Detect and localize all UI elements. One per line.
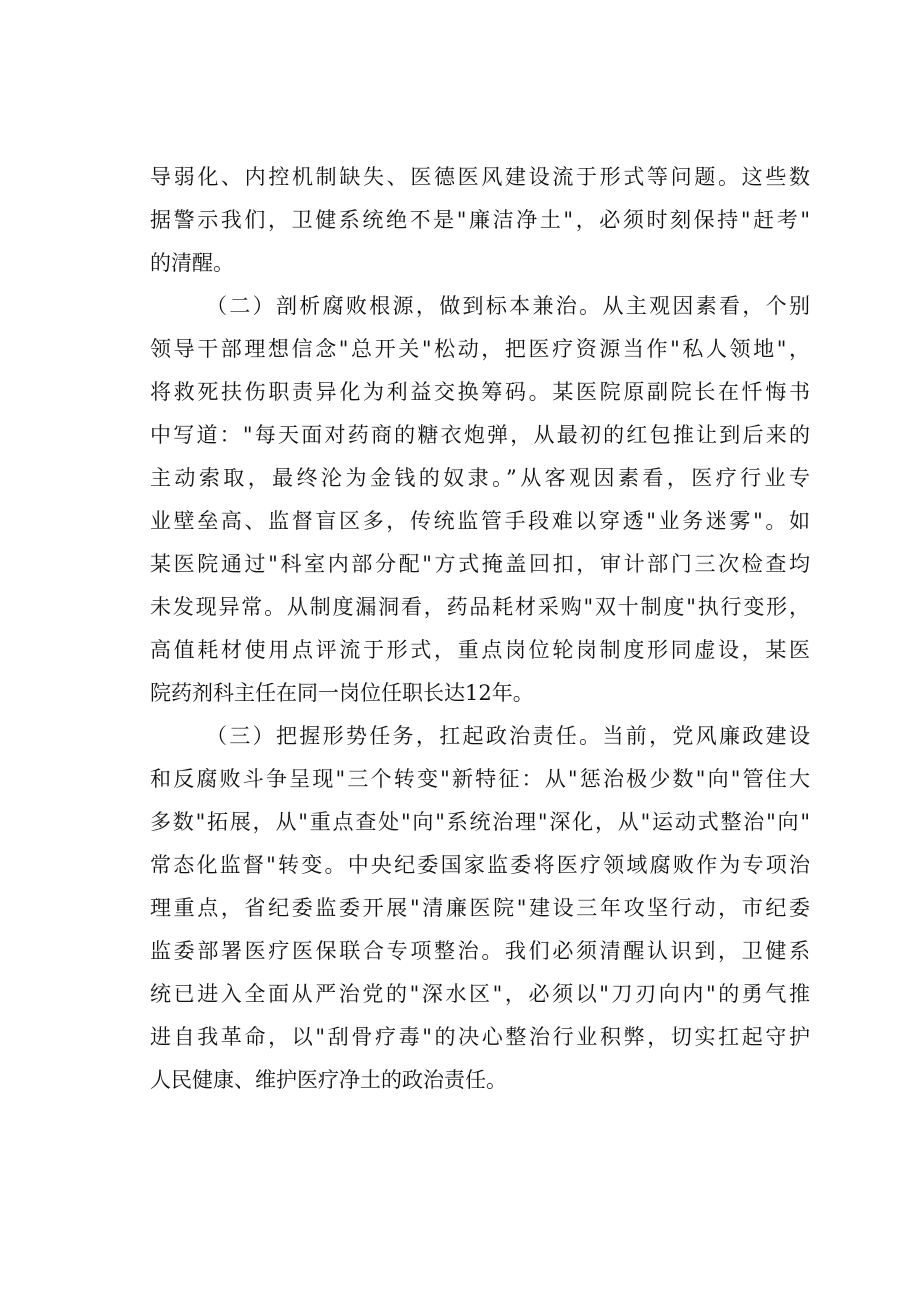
text-line: 据警示我们，卫健系统绝不是"廉洁净土"，必须时刻保持"赶考" [150,208,810,232]
text-line: 主动索取，最终沦为金钱的奴隶。”从客观因素看，医疗行业专 [150,466,810,490]
text-line: 业壁垒高、监督盲区多，传统监管手段难以穿透"业务迷雾"。如 [150,509,810,533]
text-line: 理重点，省纪委监委开展"清廉医院"建设三年攻坚行动，市纪委 [150,896,810,920]
text-line: （三）把握形势任务，扛起政治责任。当前，党风廉政建设 [206,724,810,748]
body-text [150,156,810,1102]
text-line: 院药剂科主任在同一岗位任职长达12年。 [150,681,534,705]
text-line: 多数"拓展，从"重点查处"向"系统治理"深化，从"运动式整治"向" [150,810,810,834]
paragraph-1 [150,156,810,285]
text-line: 未发现异常。从制度漏洞看，药品耗材采购"双十制度"执行变形， [150,595,810,619]
text-line: 的清醒。 [150,251,234,275]
text-line: 将救死扶伤职责异化为利益交换筹码。某医院原副院长在忏悔书 [150,380,810,404]
text-line: 中写道："每天面对药商的糖衣炮弹，从最初的红包推让到后来的 [150,423,810,447]
text-line: （二）剖析腐败根源，做到标本兼治。从主观因素看，个别 [206,294,810,318]
text-line: 某医院通过"科室内部分配"方式掩盖回扣，审计部门三次检查均 [150,552,810,576]
paragraph-2 [150,285,810,715]
text-line: 常态化监督"转变。中央纪委国家监委将医疗领域腐败作为专项治 [150,853,810,877]
text-line: 导弱化、内控机制缺失、医德医风建设流于形式等问题。这些数 [150,165,810,189]
text-line: 人民健康、维护医疗净土的政治责任。 [150,1068,507,1092]
text-line: 高值耗材使用点评流于形式，重点岗位轮岗制度形同虚设，某医 [150,638,810,662]
text-line: 和反腐败斗争呈现"三个转变"新特征：从"惩治极少数"向"管住大 [150,767,810,791]
text-line: 统已进入全面从严治党的"深水区"，必须以"刀刃向内"的勇气推 [150,982,810,1006]
text-line: 监委部署医疗医保联合专项整治。我们必须清醒认识到，卫健系 [150,939,810,963]
text-line: 领导干部理想信念"总开关"松动，把医疗资源当作"私人领地"， [150,337,810,361]
paragraph-3 [150,715,810,1102]
text-line: 进自我革命，以"刮骨疗毒"的决心整治行业积弊，切实扛起守护 [150,1025,810,1049]
